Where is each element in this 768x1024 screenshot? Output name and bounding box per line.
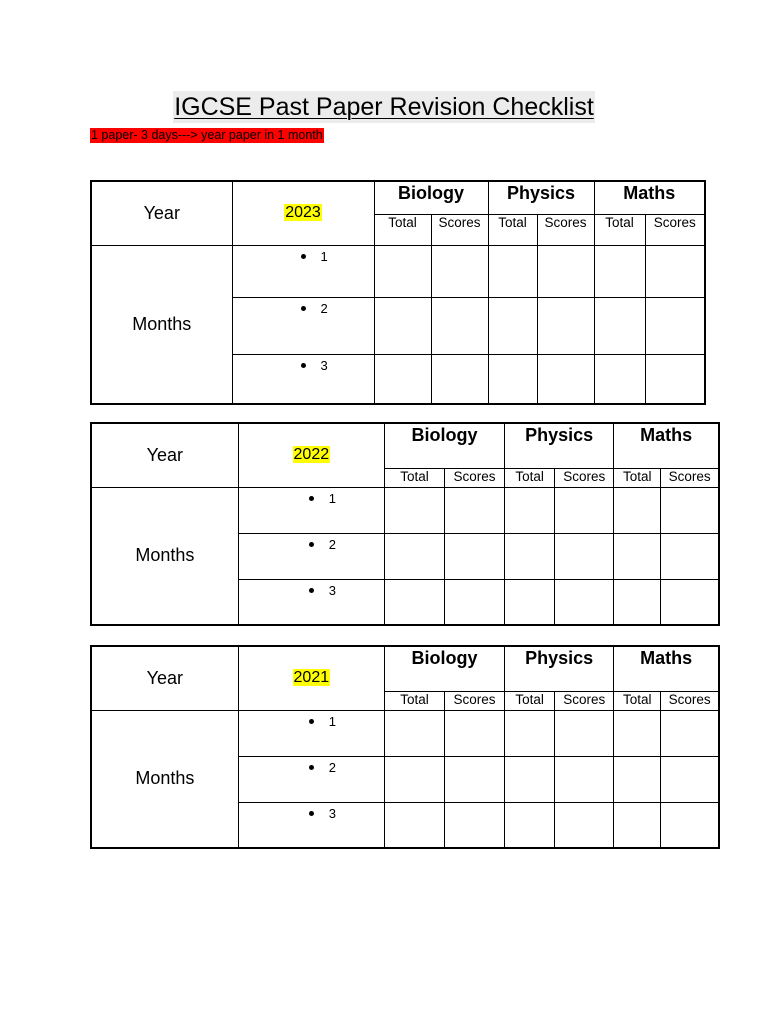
score-cell[interactable] bbox=[661, 802, 719, 848]
score-cell[interactable] bbox=[645, 245, 705, 297]
score-cell[interactable] bbox=[614, 802, 661, 848]
score-cell[interactable] bbox=[555, 756, 614, 802]
score-cell[interactable] bbox=[661, 579, 719, 625]
score-cell[interactable] bbox=[505, 487, 555, 533]
score-cell[interactable] bbox=[537, 297, 594, 354]
month-item: 2 bbox=[238, 533, 384, 579]
col-scores: Scores bbox=[555, 468, 614, 487]
months-label: Months bbox=[91, 487, 238, 625]
score-cell[interactable] bbox=[661, 710, 719, 756]
score-cell[interactable] bbox=[384, 579, 444, 625]
score-cell[interactable] bbox=[614, 579, 661, 625]
score-cell[interactable] bbox=[374, 245, 431, 297]
col-total: Total bbox=[614, 691, 661, 710]
score-cell[interactable] bbox=[594, 297, 645, 354]
score-cell[interactable] bbox=[555, 487, 614, 533]
col-scores: Scores bbox=[661, 691, 719, 710]
score-cell[interactable] bbox=[555, 533, 614, 579]
score-cell[interactable] bbox=[488, 245, 537, 297]
score-cell[interactable] bbox=[445, 579, 505, 625]
col-scores: Scores bbox=[537, 214, 594, 245]
score-cell[interactable] bbox=[431, 297, 488, 354]
year-label: Year bbox=[91, 646, 238, 710]
col-total: Total bbox=[384, 691, 444, 710]
subject-biology: Biology bbox=[384, 423, 504, 468]
score-cell[interactable] bbox=[505, 710, 555, 756]
score-cell[interactable] bbox=[505, 533, 555, 579]
subtitle-note: 1 paper- 3 days---> year paper in 1 month bbox=[91, 128, 323, 142]
score-cell[interactable] bbox=[537, 354, 594, 404]
year-label: Year bbox=[91, 181, 232, 245]
subject-maths: Maths bbox=[594, 181, 705, 214]
score-cell[interactable] bbox=[445, 533, 505, 579]
year-label: Year bbox=[91, 423, 238, 487]
col-scores: Scores bbox=[431, 214, 488, 245]
checklist-table-2023 bbox=[90, 180, 706, 405]
col-total: Total bbox=[374, 214, 431, 245]
col-scores: Scores bbox=[645, 214, 705, 245]
year-value: 2022 bbox=[238, 423, 384, 487]
subject-physics: Physics bbox=[505, 423, 614, 468]
score-cell[interactable] bbox=[594, 354, 645, 404]
score-cell[interactable] bbox=[384, 756, 444, 802]
checklist-table-2021 bbox=[90, 645, 720, 849]
col-total: Total bbox=[384, 468, 444, 487]
score-cell[interactable] bbox=[645, 354, 705, 404]
subject-physics: Physics bbox=[488, 181, 594, 214]
score-cell[interactable] bbox=[445, 802, 505, 848]
months-label: Months bbox=[91, 245, 232, 404]
month-item: 2 bbox=[238, 756, 384, 802]
month-item: 1 bbox=[232, 245, 374, 297]
score-cell[interactable] bbox=[374, 354, 431, 404]
month-item: 3 bbox=[232, 354, 374, 404]
subject-physics: Physics bbox=[505, 646, 614, 691]
score-cell[interactable] bbox=[661, 487, 719, 533]
score-cell[interactable] bbox=[505, 802, 555, 848]
score-cell[interactable] bbox=[431, 354, 488, 404]
score-cell[interactable] bbox=[614, 756, 661, 802]
month-item: 1 bbox=[238, 710, 384, 756]
score-cell[interactable] bbox=[445, 710, 505, 756]
page-title: IGCSE Past Paper Revision Checklist bbox=[174, 93, 594, 121]
score-cell[interactable] bbox=[594, 245, 645, 297]
col-total: Total bbox=[614, 468, 661, 487]
score-cell[interactable] bbox=[537, 245, 594, 297]
score-cell[interactable] bbox=[431, 245, 488, 297]
subject-maths: Maths bbox=[614, 423, 719, 468]
col-total: Total bbox=[505, 691, 555, 710]
score-cell[interactable] bbox=[555, 802, 614, 848]
score-cell[interactable] bbox=[645, 297, 705, 354]
subject-biology: Biology bbox=[374, 181, 488, 214]
month-item: 3 bbox=[238, 802, 384, 848]
score-cell[interactable] bbox=[661, 533, 719, 579]
score-cell[interactable] bbox=[505, 579, 555, 625]
col-scores: Scores bbox=[555, 691, 614, 710]
col-total: Total bbox=[505, 468, 555, 487]
col-total: Total bbox=[594, 214, 645, 245]
score-cell[interactable] bbox=[614, 487, 661, 533]
subject-maths: Maths bbox=[614, 646, 719, 691]
score-cell[interactable] bbox=[505, 756, 555, 802]
months-label: Months bbox=[91, 710, 238, 848]
score-cell[interactable] bbox=[488, 354, 537, 404]
score-cell[interactable] bbox=[384, 487, 444, 533]
score-cell[interactable] bbox=[384, 710, 444, 756]
col-scores: Scores bbox=[445, 691, 505, 710]
month-item: 2 bbox=[232, 297, 374, 354]
col-scores: Scores bbox=[445, 468, 505, 487]
checklist-table-2022 bbox=[90, 422, 720, 626]
year-value: 2021 bbox=[238, 646, 384, 710]
score-cell[interactable] bbox=[384, 533, 444, 579]
score-cell[interactable] bbox=[661, 756, 719, 802]
score-cell[interactable] bbox=[374, 297, 431, 354]
col-total: Total bbox=[488, 214, 537, 245]
col-scores: Scores bbox=[661, 468, 719, 487]
score-cell[interactable] bbox=[555, 710, 614, 756]
score-cell[interactable] bbox=[384, 802, 444, 848]
month-item: 3 bbox=[238, 579, 384, 625]
score-cell[interactable] bbox=[614, 710, 661, 756]
month-item: 1 bbox=[238, 487, 384, 533]
subject-biology: Biology bbox=[384, 646, 504, 691]
score-cell[interactable] bbox=[445, 756, 505, 802]
score-cell[interactable] bbox=[488, 297, 537, 354]
score-cell[interactable] bbox=[614, 533, 661, 579]
score-cell[interactable] bbox=[555, 579, 614, 625]
year-value: 2023 bbox=[232, 181, 374, 245]
score-cell[interactable] bbox=[445, 487, 505, 533]
